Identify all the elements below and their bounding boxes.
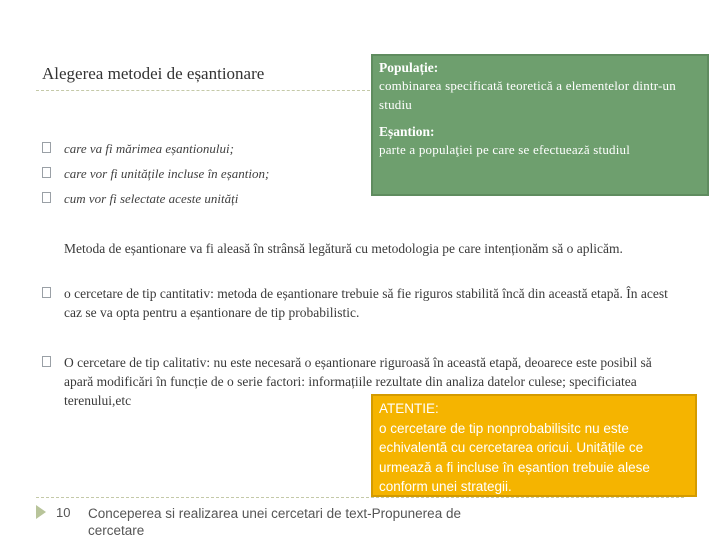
- footer-text: Conceperea si realizarea unei cercetari de text-Propunerea de cercetare: [88, 506, 461, 538]
- point-text: o cercetare de tip cantitativ: metoda de eșantionare trebuie să fie riguros stabilită încă din această etapă. În acest caz se va opta pentru a eșantionare de tip probabilistic.: [64, 286, 668, 320]
- attention-text: o cercetare de tip nonprobabilisitc nu este echivalentă cu cercetarea oricui. Unitățile ce urmează a fi incluse în eșantion trebuie alese conform unei strategii.: [379, 420, 650, 494]
- page-number: 10: [56, 505, 71, 520]
- definitions-box: [371, 54, 709, 196]
- bullet-text: care vor fi unitățile incluse în eșantion;: [64, 166, 270, 181]
- footer-arrow-icon: [36, 505, 46, 519]
- bullet-text: care va fi mărimea eșantionului;: [64, 141, 234, 156]
- checkbox-bullet-icon: [42, 192, 51, 203]
- checkbox-bullet-icon: [42, 287, 51, 298]
- checkbox-bullet-icon: [42, 167, 51, 178]
- bullet-text: cum vor fi selectate aceste unități: [64, 191, 239, 206]
- attention-label: ATENTIE:: [379, 401, 439, 416]
- point-text: O cercetare de tip calitativ: nu este necesară o eșantionare riguroasă în această etapă, deoarece este posibil să apară modificări în funcție de o serie factori: informațiile rezultate din analiza datelor culese; specificiatea terenului,etc: [64, 355, 652, 408]
- checkbox-bullet-icon: [42, 356, 51, 367]
- footer-divider: [36, 497, 684, 498]
- esantion-label: Eșantion:: [379, 124, 435, 139]
- esantion-text: parte a populaţiei pe care se efectuează studiul: [379, 142, 631, 157]
- title-divider: [36, 90, 370, 91]
- attention-box: [371, 394, 697, 497]
- checkbox-bullet-icon: [42, 142, 51, 153]
- slide-title: Alegerea metodei de eșantionare: [42, 64, 265, 83]
- point-quantitative: [64, 284, 684, 322]
- populatie-label: Populație:: [379, 60, 439, 75]
- populatie-text: combinarea specificată teoretică a elementelor dintr-un studiu: [379, 78, 676, 112]
- intro-paragraph: Metoda de eșantionare va fi aleasă în strânsă legătură cu metodologia pe care intenționăm să o aplicăm.: [64, 241, 623, 256]
